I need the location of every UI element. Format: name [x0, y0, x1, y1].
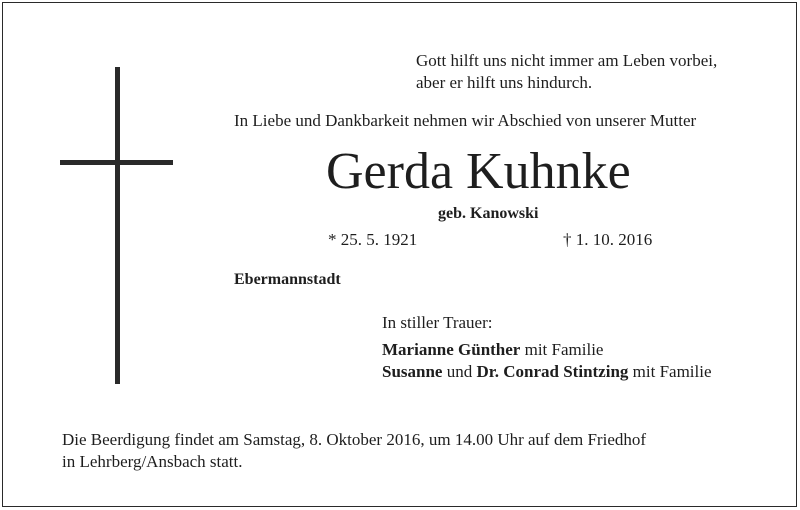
- home-city: Ebermannstadt: [234, 271, 341, 288]
- birth-date: * 25. 5. 1921: [328, 230, 418, 249]
- mourning-heading: In stiller Trauer:: [382, 313, 493, 332]
- mourner-name: Susanne: [382, 362, 443, 381]
- mourner-suffix: mit Familie: [520, 340, 604, 359]
- mourner-suffix: mit Familie: [628, 362, 712, 381]
- mourner-line: [382, 340, 603, 360]
- mourner-conjunction: und: [442, 362, 477, 381]
- motto-line-2: aber er hilft uns hindurch.: [416, 73, 593, 92]
- death-date: † 1. 10. 2016: [563, 230, 653, 249]
- intro-text: In Liebe und Dankbarkeit nehmen wir Abschied von unserer Mutter: [234, 111, 697, 130]
- mourner-line: [382, 362, 712, 382]
- funeral-line-2: in Lehrberg/Ansbach statt.: [62, 452, 243, 471]
- cross-vertical-bar: [115, 67, 120, 384]
- deceased-name: Gerda Kuhnke: [326, 143, 631, 200]
- mourner-name-2: Dr. Conrad Stintzing: [476, 362, 629, 381]
- motto-verse: [416, 50, 717, 94]
- motto-line-1: Gott hilft uns nicht immer am Leben vorbei,: [416, 51, 718, 70]
- maiden-name: geb. Kanowski: [438, 205, 539, 222]
- cross-horizontal-bar: [60, 160, 173, 165]
- funeral-notice: [62, 429, 646, 473]
- funeral-line-1: Die Beerdigung findet am Samstag, 8. Oktober 2016, um 14.00 Uhr auf dem Friedhof: [62, 430, 647, 449]
- mourner-name: Marianne Günther: [382, 340, 521, 359]
